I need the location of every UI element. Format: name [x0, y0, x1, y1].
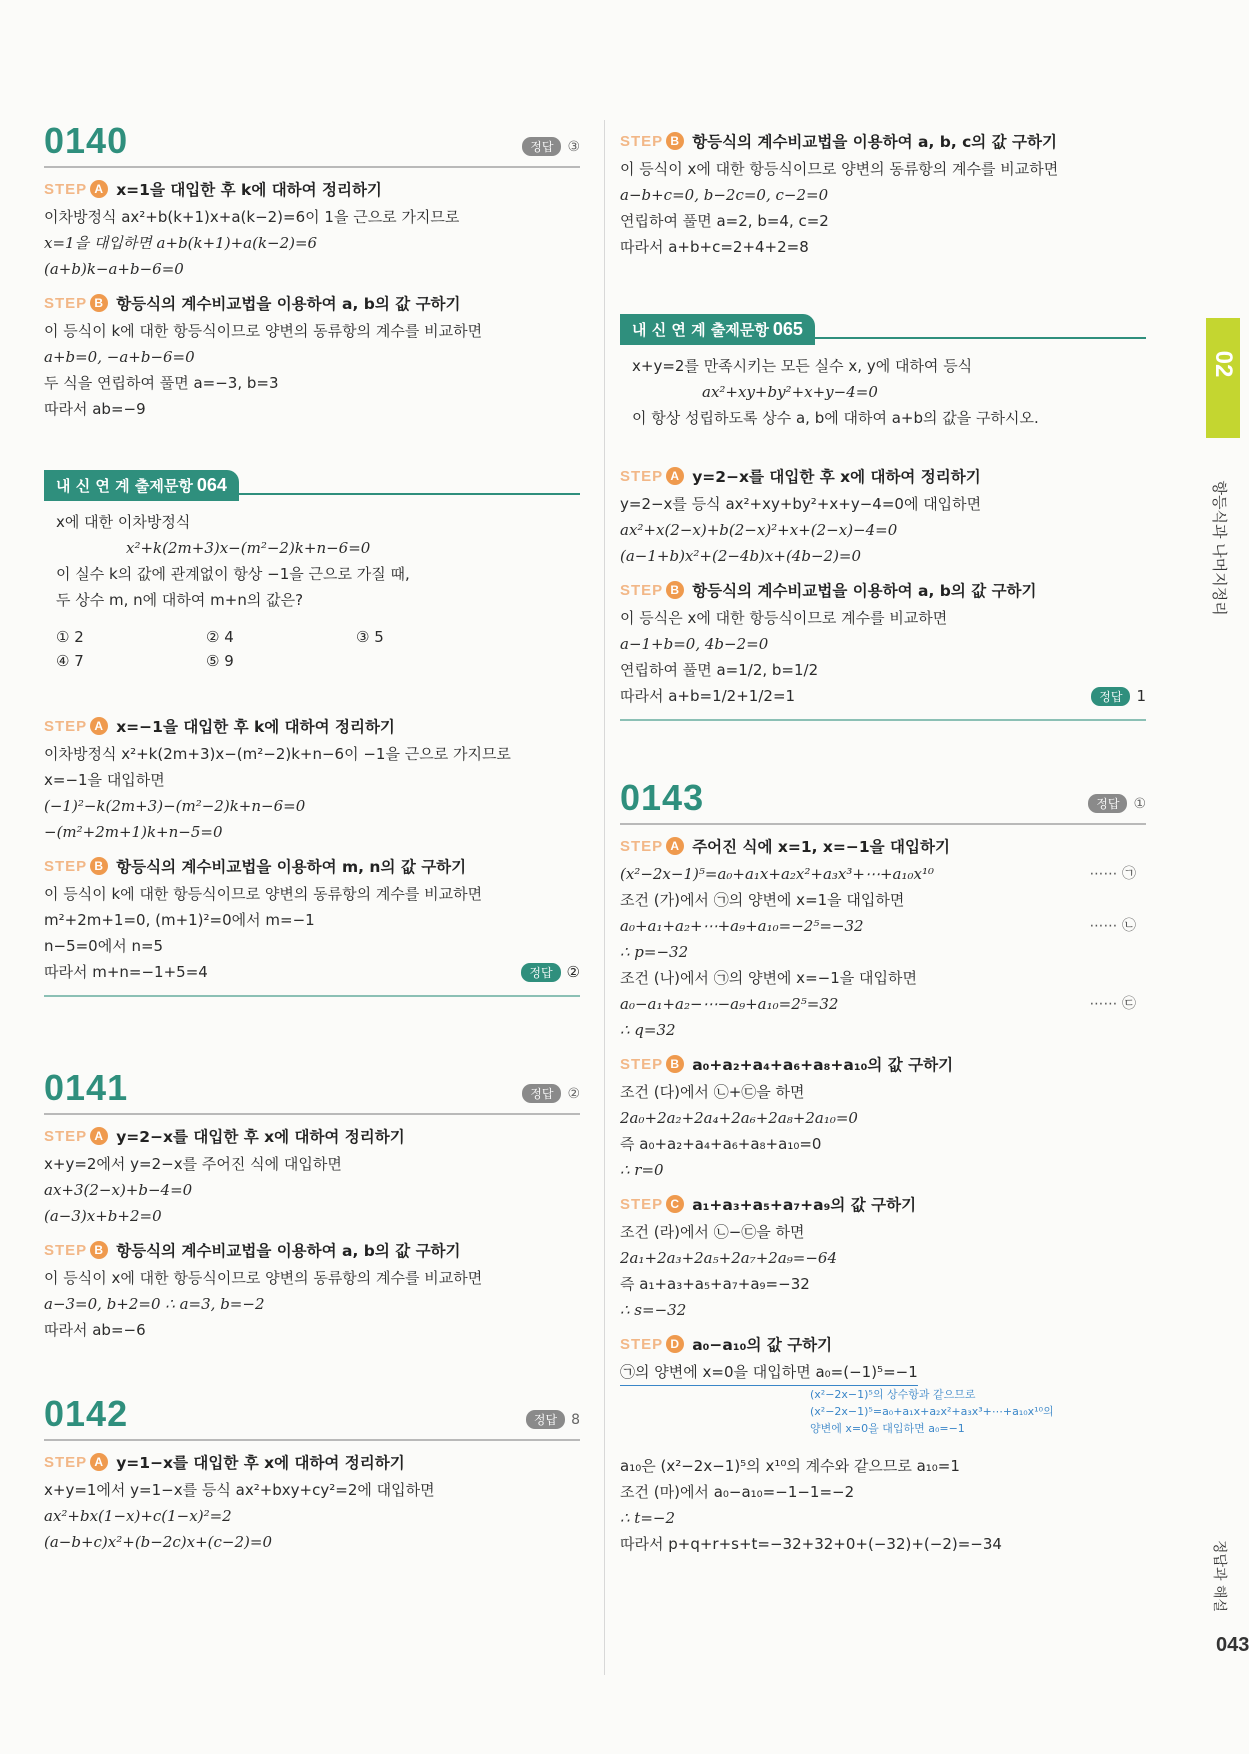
step-b-heading: STEP B 항등식의 계수비교법을 이용하여 a, b의 값 구하기	[44, 294, 461, 313]
chapter-title: 항등식과 나머지정리	[1210, 480, 1229, 616]
solution-line: (a−3)x+b+2=0	[44, 1207, 162, 1225]
problem-equation: x²+k(2m+3)x−(m²−2)k+n−6=0	[126, 539, 371, 557]
step-a-heading: STEP A y=2−x를 대입한 후 x에 대하여 정리하기	[44, 1127, 405, 1146]
final-answer-row	[44, 959, 580, 985]
equation-marker: ⋯⋯ ㉠	[1089, 866, 1136, 882]
answer-indicator: 정답 1	[1091, 687, 1146, 706]
problem-number: 0141	[44, 1067, 129, 1108]
solution-line: ∴ s=−32	[620, 1301, 687, 1319]
choice: ② 4	[206, 628, 234, 646]
solution-line: a−b+c=0, b−2c=0, c−2=0	[620, 186, 829, 204]
solution-line: 연립하여 풀면 a=2, b=4, c=2	[620, 212, 829, 230]
final-answer-row	[620, 683, 1146, 709]
column-divider	[604, 120, 605, 1675]
solution-line: ∴ q=32	[620, 1021, 676, 1039]
solution-line: (x²−2x−1)⁵=a₀+a₁x+a₂x²+a₃x³+⋯+a₁₀x¹⁰ ⋯⋯ ㉠	[620, 861, 1146, 887]
step-a-heading: STEP A y=1−x를 대입한 후 x에 대하여 정리하기	[44, 1453, 405, 1472]
solution-line: x=−1을 대입하면	[44, 771, 165, 789]
step-a-heading: STEP A y=2−x를 대입한 후 x에 대하여 정리하기	[620, 467, 981, 486]
solution-line: 2a₀+2a₂+2a₄+2a₆+2a₈+2a₁₀=0	[620, 1109, 858, 1127]
solution-line: 즉 a₁+a₃+a₅+a₇+a₉=−32	[620, 1275, 810, 1293]
solution-line: m²+2m+1=0, (m+1)²=0에서 m=−1	[44, 911, 315, 929]
answer-indicator: 정답 8	[526, 1410, 580, 1429]
solution-line: 연립하여 풀면 a=1/2, b=1/2	[620, 661, 819, 679]
equation-marker: ⋯⋯ ㉡	[1089, 918, 1136, 934]
left-column	[44, 120, 580, 1555]
problem-header-0140	[44, 120, 580, 168]
solution-line: ax+3(2−x)+b−4=0	[44, 1181, 193, 1199]
step-b-heading: STEP B 항등식의 계수비교법을 이용하여 a, b, c의 값 구하기	[620, 132, 1057, 151]
problem-line: x+y=2를 만족시키는 모든 실수 x, y에 대하여 등식	[632, 357, 973, 375]
step-b-heading: STEP B 항등식의 계수비교법을 이용하여 m, n의 값 구하기	[44, 857, 467, 876]
choice: ① 2	[56, 628, 84, 646]
solution-line: a₀+a₁+a₂+⋯+a₉+a₁₀=−2⁵=−32 ⋯⋯ ㉡	[620, 913, 1146, 939]
solution-line: (a+b)k−a+b−6=0	[44, 260, 184, 278]
solution-line: 이 등식이 k에 대한 항등식이므로 양변의 동류항의 계수를 비교하면	[44, 322, 483, 340]
solution-line: 따라서 p+q+r+s+t=−32+32+0+(−32)+(−2)=−34	[620, 1535, 1002, 1553]
solution-line: a₀−a₁+a₂−⋯−a₉+a₁₀=2⁵=32 ⋯⋯ ㉢	[620, 991, 1146, 1017]
solution-line: a+b=0, −a+b−6=0	[44, 348, 195, 366]
right-column	[620, 120, 1146, 1557]
solution-line: 2a₁+2a₃+2a₅+2a₇+2a₉=−64	[620, 1249, 837, 1267]
solution-line: 조건 (나)에서 ㉠의 양변에 x=−1을 대입하면	[620, 969, 917, 987]
problem-line: 이 실수 k의 값에 관계없이 항상 −1을 근으로 가질 때,	[56, 565, 410, 583]
step-b-heading: STEP B 항등식의 계수비교법을 이용하여 a, b의 값 구하기	[620, 581, 1037, 600]
step-c-heading: STEP C a₁+a₃+a₅+a₇+a₉의 값 구하기	[620, 1195, 917, 1214]
step-a-heading: STEP A x=−1을 대입한 후 k에 대하여 정리하기	[44, 717, 395, 736]
choice: ⑤ 9	[206, 652, 234, 670]
problem-number: 0142	[44, 1393, 129, 1434]
solution-line: a−3=0, b+2=0 ∴ a=3, b=−2	[44, 1295, 265, 1313]
solution-line: 따라서 ab=−9	[44, 400, 146, 418]
choice: ④ 7	[56, 652, 84, 670]
solution-line: 이 등식이 x에 대한 항등식이므로 양변의 동류항의 계수를 비교하면	[620, 160, 1059, 178]
solution-line: 조건 (가)에서 ㉠의 양변에 x=1을 대입하면	[620, 891, 905, 909]
section-divider	[44, 995, 580, 997]
solution-line: 따라서 m+n=−1+5=4	[44, 963, 208, 981]
choice: ③ 5	[356, 628, 384, 646]
problem-number: 0143	[620, 777, 705, 818]
solution-line: x=1을 대입하면 a+b(k+1)+a(k−2)=6	[44, 234, 318, 252]
chapter-number: 02	[1210, 350, 1237, 378]
solution-line: ∴ p=−32	[620, 943, 689, 961]
solution-line: n−5=0에서 n=5	[44, 937, 164, 955]
margin-note: 양변에 x=0을 대입하면 a₀=−1	[810, 1422, 965, 1435]
answer-indicator: 정답 ①	[1088, 794, 1146, 813]
problem-header-0142	[44, 1393, 580, 1441]
solution-line: 이 등식은 x에 대한 항등식이므로 계수를 비교하면	[620, 609, 948, 627]
step-b-heading: STEP B 항등식의 계수비교법을 이용하여 a, b의 값 구하기	[44, 1241, 461, 1260]
related-problem-064	[44, 470, 580, 681]
solution-line: ax²+x(2−x)+b(2−x)²+x+(2−x)−4=0	[620, 521, 898, 539]
problem-equation: ax²+xy+by²+x+y−4=0	[702, 383, 878, 401]
problem-header-0143	[620, 777, 1146, 825]
solution-line: 즉 a₀+a₂+a₄+a₆+a₈+a₁₀=0	[620, 1135, 822, 1153]
problem-header-0141	[44, 1067, 580, 1115]
page-number: 043	[1216, 1634, 1249, 1656]
solution-line: 이차방정식 ax²+b(k+1)x+a(k−2)=6이 1을 근으로 가지므로	[44, 208, 460, 226]
step-a-heading: STEP A 주어진 식에 x=1, x=−1을 대입하기	[620, 837, 950, 856]
solution-line: 따라서 ab=−6	[44, 1321, 146, 1339]
equation-marker: ⋯⋯ ㉢	[1089, 996, 1136, 1012]
solution-line: 이차방정식 x²+k(2m+3)x−(m²−2)k+n−6이 −1을 근으로 가지므로	[44, 745, 511, 763]
step-a-heading: STEP A x=1을 대입한 후 k에 대하여 정리하기	[44, 180, 382, 199]
problem-line: 두 상수 m, n에 대하여 m+n의 값은?	[56, 591, 304, 609]
solution-line: a₁₀은 (x²−2x−1)⁵의 x¹⁰의 계수와 같으므로 a₁₀=1	[620, 1457, 960, 1475]
solution-line: (−1)²−k(2m+3)−(m²−2)k+n−6=0	[44, 797, 306, 815]
answer-choices	[44, 617, 580, 681]
problem-line: x에 대한 이차방정식	[56, 513, 191, 531]
margin-note: (x²−2x−1)⁵=a₀+a₁x+a₂x²+a₃x³+⋯+a₁₀x¹⁰의	[810, 1405, 1054, 1418]
solution-line: 이 등식이 k에 대한 항등식이므로 양변의 동류항의 계수를 비교하면	[44, 885, 483, 903]
solution-line: −(m²+2m+1)k+n−5=0	[44, 823, 223, 841]
step-d-heading: STEP D a₀−a₁₀의 값 구하기	[620, 1335, 833, 1354]
solution-line: 조건 (라)에서 ㉡−㉢을 하면	[620, 1223, 805, 1241]
solution-line: 따라서 a+b=1/2+1/2=1	[620, 687, 796, 705]
solution-line: (a−b+c)x²+(b−2c)x+(c−2)=0	[44, 1533, 273, 1551]
solution-line: 따라서 a+b+c=2+4+2=8	[620, 238, 809, 256]
problem-number: 0140	[44, 120, 129, 161]
solution-line: ∴ t=−2	[620, 1509, 676, 1527]
step-b-heading: STEP B a₀+a₂+a₄+a₆+a₈+a₁₀의 값 구하기	[620, 1055, 954, 1074]
solution-line: x+y=2에서 y=2−x를 주어진 식에 대입하면	[44, 1155, 342, 1173]
solution-line: 조건 (다)에서 ㉡+㉢을 하면	[620, 1083, 805, 1101]
answer-indicator: 정답 ③	[522, 137, 580, 156]
solution-line: a−1+b=0, 4b−2=0	[620, 635, 769, 653]
answer-indicator: 정답 ②	[521, 963, 580, 982]
answer-indicator: 정답 ②	[522, 1084, 580, 1103]
section-title: 정답과 해설	[1211, 1540, 1227, 1613]
solution-line: y=2−x를 등식 ax²+xy+by²+x+y−4=0에 대입하면	[620, 495, 982, 513]
solution-line: ax²+bx(1−x)+c(1−x)²=2	[44, 1507, 232, 1525]
solution-line: x+y=1에서 y=1−x를 등식 ax²+bxy+cy²=2에 대입하면	[44, 1481, 435, 1499]
box-title: 내 신 연 계 출제문항 065	[620, 314, 815, 345]
problem-line: 이 항상 성립하도록 상수 a, b에 대하여 a+b의 값을 구하시오.	[632, 409, 1039, 427]
solution-line: (a−1+b)x²+(2−4b)x+(4b−2)=0	[620, 547, 862, 565]
related-problem-065	[620, 314, 1146, 435]
solution-line: 조건 (마)에서 a₀−a₁₀=−1−1=−2	[620, 1483, 855, 1501]
solution-line: ∴ r=0	[620, 1161, 664, 1179]
solution-line: 이 등식이 x에 대한 항등식이므로 양변의 동류항의 계수를 비교하면	[44, 1269, 483, 1287]
margin-note: (x²−2x−1)⁵의 상수항과 같으므로	[810, 1388, 976, 1401]
box-title: 내 신 연 계 출제문항 064	[44, 470, 239, 501]
solution-line: 두 식을 연립하여 풀면 a=−3, b=3	[44, 374, 279, 392]
solution-line: ㉠의 양변에 x=0을 대입하면 a₀=(−1)⁵=−1	[620, 1359, 918, 1386]
section-divider	[620, 719, 1146, 721]
